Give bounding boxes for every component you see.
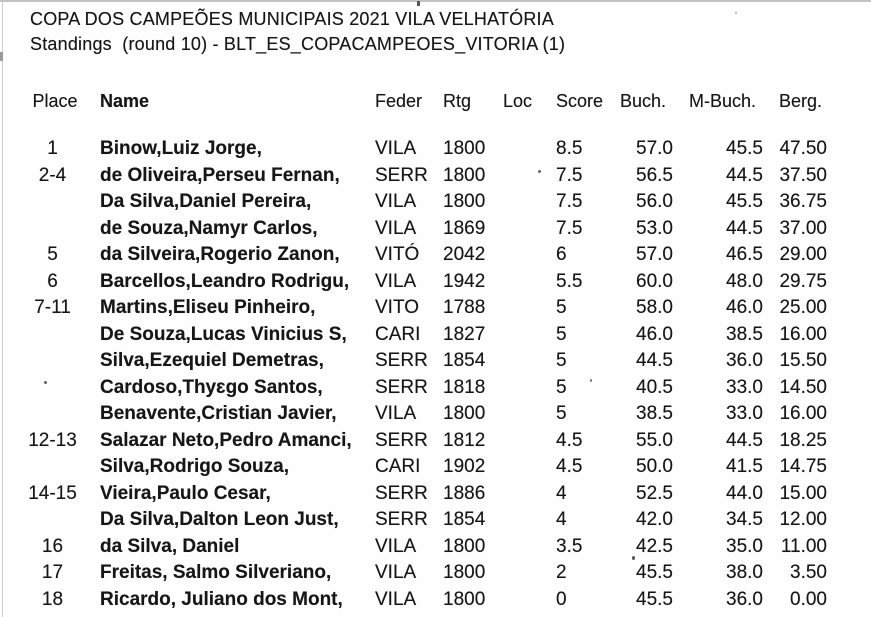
cell-rtg: 1854 [443, 509, 486, 530]
cell-rtg: 1800 [443, 588, 486, 610]
cell-feder: CARI [375, 323, 421, 345]
table-row [20, 295, 830, 322]
cell-name: Da Silva,Daniel Pereira, [100, 191, 312, 212]
cell-loc [500, 560, 550, 587]
cell-berg: 29.75 [779, 270, 827, 292]
cell-berg: 25.00 [779, 297, 827, 318]
cell-feder: CARI [375, 456, 421, 477]
cell-berg: 16.00 [779, 323, 827, 345]
header-feder: Feder [375, 91, 423, 111]
cell-buch: 42.0 [636, 509, 673, 530]
cell-name: Martins,Eliseu Pinheiro, [100, 297, 316, 318]
cell-loc [500, 375, 550, 402]
cell-berg: 47.50 [779, 138, 827, 159]
cell-rtg: 1818 [443, 376, 486, 398]
cell-berg: 15.50 [779, 350, 827, 371]
cell-name: de Souza,Namyr Carlos, [100, 217, 318, 239]
cell-name: da Silveira,Rogerio Zanon, [100, 244, 340, 265]
cell-name: Barcellos,Leandro Rodrigu, [100, 270, 350, 292]
cell-score: 5 [556, 297, 567, 318]
cell-name: Silva,Ezequiel Demetras, [100, 350, 324, 371]
cell-buch: 40.5 [636, 376, 673, 398]
table-row [20, 322, 830, 349]
cell-buch: 53.0 [636, 217, 673, 239]
cell-berg: 37.00 [779, 217, 827, 239]
cell-rtg: 1788 [443, 297, 486, 318]
table-row [20, 507, 830, 534]
cell-buch: 45.5 [636, 562, 673, 583]
cell-name: De Souza,Lucas Vinicius S, [100, 323, 347, 345]
cell-place: 16 [41, 535, 64, 557]
cell-name: Salazar Neto,Pedro Amanci, [100, 429, 352, 451]
table-row [20, 163, 830, 190]
table-row [20, 481, 830, 508]
cell-loc [500, 481, 550, 508]
cell-rtg: 1854 [443, 350, 486, 371]
cell-rtg: 1902 [443, 456, 486, 477]
cell-rtg: 2042 [443, 244, 486, 265]
cell-name: Benavente,Cristian Javier, [100, 403, 337, 424]
scan-speck [417, 1, 420, 6]
cell-score: 7.5 [556, 217, 583, 239]
cell-place: 17 [41, 562, 64, 583]
cell-loc [500, 348, 550, 375]
scan-edge-dash [0, 52, 3, 61]
cell-loc [500, 295, 550, 322]
cell-mbuch: 41.5 [726, 456, 763, 477]
cell-mbuch: 48.0 [726, 270, 763, 292]
cell-mbuch: 46.0 [726, 297, 763, 318]
scan-speck [590, 379, 592, 382]
table-row [20, 269, 830, 296]
cell-loc [500, 136, 550, 163]
cell-name: de Oliveira,Perseu Fernan, [100, 164, 340, 186]
cell-feder: VITO [375, 297, 419, 318]
cell-score: 5 [556, 350, 567, 371]
cell-place: 6 [47, 270, 58, 292]
cell-berg: 37.50 [779, 164, 827, 186]
cell-score: 7.5 [556, 191, 583, 212]
document-title: COPA DOS CAMPEÕES MUNICIPAIS 2021 VILA VELHATÓRIA [30, 9, 554, 29]
cell-feder: SERR [375, 164, 428, 186]
cell-feder: VITÓ [375, 244, 420, 265]
cell-feder: SERR [375, 482, 428, 504]
scan-speck [735, 12, 737, 14]
cell-loc [500, 507, 550, 534]
cell-mbuch: 44.5 [726, 164, 763, 186]
header-berg: Berg. [778, 91, 822, 111]
cell-loc [500, 428, 550, 455]
header-rtg: Rtg [443, 91, 472, 111]
cell-feder: VILA [375, 403, 417, 424]
cell-score: 4 [556, 509, 567, 530]
cell-buch: 60.0 [636, 270, 673, 292]
cell-buch: 44.5 [636, 350, 673, 371]
table-row [20, 534, 830, 561]
cell-berg: 11.00 [780, 535, 827, 557]
cell-mbuch: 38.0 [726, 562, 763, 583]
scan-speck [44, 381, 47, 384]
cell-rtg: 1827 [443, 323, 486, 345]
cell-name: Freitas, Salmo Silveriano, [100, 562, 332, 583]
cell-place: 12-13 [28, 429, 77, 451]
cell-score: 5 [556, 323, 567, 345]
cell-buch: 46.0 [636, 323, 673, 345]
cell-buch: 58.0 [636, 297, 673, 318]
cell-rtg: 1942 [443, 270, 486, 292]
cell-score: 8.5 [556, 138, 583, 159]
scan-edge-left [2, 2, 3, 617]
cell-score: 3.5 [556, 535, 583, 557]
cell-rtg: 1800 [443, 164, 486, 186]
table-row [20, 136, 830, 163]
header-place: Place [32, 91, 78, 111]
cell-buch: 38.5 [636, 403, 673, 424]
cell-feder: VILA [375, 535, 417, 557]
cell-buch: 42.5 [636, 535, 673, 557]
cell-place [20, 216, 95, 243]
cell-loc [500, 587, 550, 614]
cell-feder: SERR [375, 509, 428, 530]
cell-berg: 29.00 [779, 244, 827, 265]
cell-feder: VILA [375, 270, 417, 292]
cell-berg: 18.25 [779, 429, 827, 451]
cell-loc [500, 401, 550, 428]
cell-loc [500, 534, 550, 561]
cell-place: 18 [41, 588, 64, 610]
table-row [20, 242, 830, 269]
cell-feder: VILA [375, 562, 417, 583]
cell-loc [500, 189, 550, 216]
cell-rtg: 1800 [443, 562, 486, 583]
cell-feder: SERR [375, 429, 428, 451]
cell-mbuch: 45.5 [726, 191, 763, 212]
cell-buch: 57.0 [636, 138, 673, 159]
cell-name: Binow,Luiz Jorge, [100, 138, 262, 159]
table-header-row [20, 86, 830, 136]
cell-mbuch: 44.0 [726, 482, 763, 504]
standings-table [20, 86, 830, 613]
cell-place [20, 454, 95, 481]
cell-mbuch: 35.0 [726, 535, 763, 557]
scan-speck [632, 556, 635, 560]
cell-loc [500, 163, 550, 190]
cell-feder: SERR [375, 376, 428, 398]
header-loc: Loc [503, 91, 533, 111]
cell-mbuch: 46.5 [726, 244, 763, 265]
scan-speck [538, 170, 541, 173]
table-row [20, 216, 830, 243]
cell-berg: 36.75 [779, 191, 827, 212]
cell-mbuch: 36.0 [726, 350, 763, 371]
cell-berg: 14.75 [779, 456, 827, 477]
table-row [20, 587, 830, 614]
cell-name: Da Silva,Dalton Leon Just, [100, 509, 339, 530]
cell-score: 7.5 [556, 164, 583, 186]
cell-berg: 15.00 [779, 482, 827, 504]
header-buch: Buch. [619, 91, 666, 111]
cell-feder: VILA [375, 138, 417, 159]
document-subtitle: Standings (round 10) - BLT_ES_COPACAMPEOES_VITORIA (1) [30, 34, 566, 54]
table-row [20, 428, 830, 455]
table-row [20, 189, 830, 216]
table-row [20, 375, 830, 402]
cell-loc [500, 242, 550, 269]
cell-berg: 16.00 [779, 403, 827, 424]
standings-body [20, 136, 830, 613]
cell-place: 14-15 [28, 482, 77, 504]
cell-place [20, 507, 95, 534]
cell-mbuch: 45.5 [726, 138, 763, 159]
cell-name: da Silva, Daniel [100, 535, 240, 557]
cell-berg: 0.00 [790, 588, 827, 610]
cell-loc [500, 269, 550, 296]
cell-mbuch: 44.5 [726, 217, 763, 239]
cell-score: 5 [556, 403, 567, 424]
cell-buch: 56.5 [636, 164, 673, 186]
cell-score: 2 [556, 562, 567, 583]
cell-place: 1 [47, 138, 58, 159]
cell-buch: 55.0 [636, 429, 673, 451]
cell-loc [500, 454, 550, 481]
cell-berg: 3.50 [790, 562, 827, 583]
cell-buch: 52.5 [636, 482, 673, 504]
cell-rtg: 1800 [443, 138, 486, 159]
cell-score: 0 [556, 588, 567, 610]
cell-score: 5 [556, 376, 567, 398]
cell-buch: 45.5 [636, 588, 673, 610]
table-row [20, 560, 830, 587]
cell-rtg: 1800 [443, 403, 486, 424]
cell-score: 4 [556, 482, 567, 504]
cell-score: 4.5 [556, 456, 583, 477]
cell-mbuch: 44.5 [726, 429, 763, 451]
cell-mbuch: 36.0 [726, 588, 763, 610]
cell-name: Vieira,Paulo Cesar, [100, 482, 271, 504]
cell-score: 4.5 [556, 429, 583, 451]
cell-rtg: 1869 [443, 217, 486, 239]
cell-rtg: 1800 [443, 535, 486, 557]
cell-feder: VILA [375, 588, 417, 610]
cell-place: 5 [47, 244, 58, 265]
cell-place [20, 375, 95, 402]
cell-mbuch: 33.0 [726, 376, 763, 398]
scan-edge-top [0, 0, 871, 2]
cell-place [20, 401, 95, 428]
cell-place [20, 348, 95, 375]
cell-place [20, 322, 95, 349]
cell-mbuch: 33.0 [726, 403, 763, 424]
cell-buch: 56.0 [636, 191, 673, 212]
cell-name: Cardoso,Thyɛgo Santos, [100, 376, 323, 398]
cell-feder: VILA [375, 191, 417, 212]
cell-berg: 12.00 [779, 509, 827, 530]
table-row [20, 348, 830, 375]
cell-rtg: 1886 [443, 482, 486, 504]
cell-score: 6 [556, 244, 567, 265]
cell-score: 5.5 [556, 270, 583, 292]
cell-name: Ricardo, Juliano dos Mont, [100, 588, 343, 610]
cell-berg: 14.50 [779, 376, 827, 398]
cell-loc [500, 216, 550, 243]
cell-loc [500, 322, 550, 349]
cell-rtg: 1800 [443, 191, 486, 212]
cell-place: 2-4 [38, 164, 67, 186]
header-name: Name [100, 91, 150, 111]
cell-rtg: 1812 [443, 429, 486, 451]
cell-mbuch: 34.5 [726, 509, 763, 530]
cell-name: Silva,Rodrigo Souza, [100, 456, 289, 477]
table-row [20, 401, 830, 428]
header-mbuch: M-Buch. [688, 91, 756, 111]
cell-feder: SERR [375, 350, 428, 371]
cell-feder: VILA [375, 217, 417, 239]
cell-mbuch: 38.5 [726, 323, 763, 345]
cell-buch: 57.0 [636, 244, 673, 265]
table-row [20, 454, 830, 481]
cell-buch: 50.0 [636, 456, 673, 477]
header-score: Score [556, 91, 604, 111]
cell-place: 7-11 [34, 297, 71, 318]
cell-place [20, 189, 95, 216]
